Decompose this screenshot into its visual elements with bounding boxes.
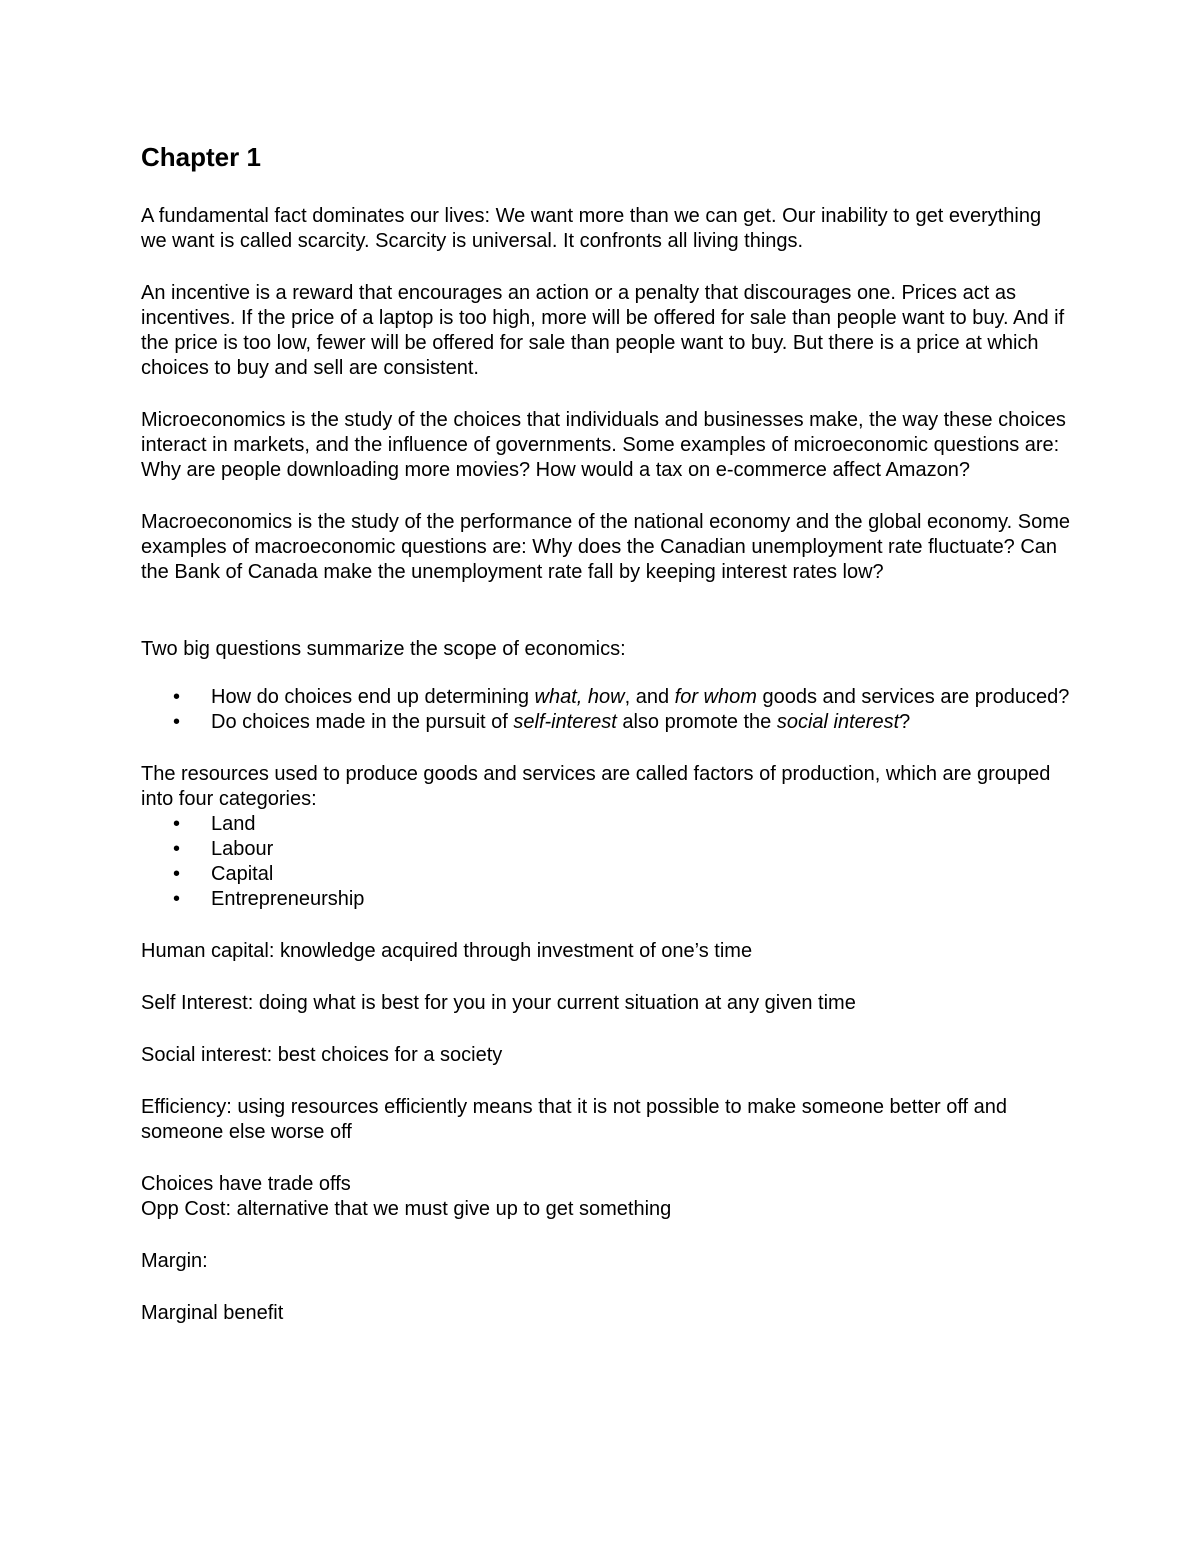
efficiency-definition: Efficiency: using resources efficiently means that it is not possible to make someone better off and someone else worse off bbox=[141, 1096, 1008, 1143]
list-item bbox=[141, 862, 1071, 887]
chapter-title: Chapter 1 bbox=[141, 142, 261, 172]
scarcity-paragraph: A fundamental fact dominates our lives: We want more than we can get. Our inability to get everything we want is called scarcity. Scarcity is universal. It confronts all living things. bbox=[141, 205, 1042, 252]
question-emphasis: social interest bbox=[776, 711, 900, 733]
bullet-icon: • bbox=[173, 813, 181, 835]
factors-list bbox=[141, 812, 1071, 912]
bullet-icon: • bbox=[173, 888, 181, 910]
question-emphasis: what, how bbox=[534, 686, 625, 708]
question-emphasis: self-interest bbox=[513, 711, 617, 733]
opportunity-cost-definition: Opp Cost: alternative that we must give up to get something bbox=[141, 1198, 672, 1220]
microeconomics-paragraph: Microeconomics is the study of the choices that individuals and businesses make, the way these choices interact in markets, and the influence of governments. Some examples of microeconomic questions are: Why are people downloading more movies? How would a tax on e-commerce affect Amazon? bbox=[141, 409, 1066, 481]
bullet-icon: • bbox=[173, 863, 181, 885]
factors-intro: The resources used to produce goods and services are called factors of production, which are grouped into four categories: bbox=[141, 763, 1051, 810]
factor-label: Capital bbox=[211, 863, 274, 885]
bullet-icon: • bbox=[173, 686, 181, 708]
human-capital-definition: Human capital: knowledge acquired through investment of one’s time bbox=[141, 940, 753, 962]
self-interest-definition: Self Interest: doing what is best for you in your current situation at any given time bbox=[141, 992, 856, 1014]
document-page bbox=[141, 140, 1071, 1353]
factor-label: Land bbox=[211, 813, 256, 835]
bullet-icon: • bbox=[173, 838, 181, 860]
question-emphasis: for whom bbox=[674, 686, 757, 708]
trade-offs-note: Choices have trade offs bbox=[141, 1173, 351, 1195]
list-item bbox=[141, 685, 1071, 710]
list-item bbox=[141, 812, 1071, 837]
big-questions-list bbox=[141, 685, 1071, 735]
question-text: ? bbox=[899, 711, 911, 733]
question-text: , and bbox=[624, 686, 675, 708]
list-item bbox=[141, 887, 1071, 912]
question-text: How do choices end up determining bbox=[211, 686, 535, 708]
question-text: also promote the bbox=[616, 711, 777, 733]
incentive-paragraph: An incentive is a reward that encourages an action or a penalty that discourages one. Prices act as incentives. If the price of a laptop is too high, more will be offered for sale than people want to buy. And if the price is too low, fewer will be offered for sale than people want to buy. But there is a price at which choices to buy and sell are consistent. bbox=[141, 282, 1065, 379]
social-interest-definition: Social interest: best choices for a society bbox=[141, 1044, 503, 1066]
bullet-icon: • bbox=[173, 711, 181, 733]
list-item bbox=[141, 837, 1071, 862]
factor-label: Entrepreneurship bbox=[211, 888, 365, 910]
list-item bbox=[141, 710, 1071, 735]
question-text: Do choices made in the pursuit of bbox=[211, 711, 514, 733]
marginal-benefit-heading: Marginal benefit bbox=[141, 1302, 284, 1324]
two-questions-intro: Two big questions summarize the scope of economics: bbox=[141, 638, 626, 660]
factor-label: Labour bbox=[211, 838, 274, 860]
macroeconomics-paragraph: Macroeconomics is the study of the performance of the national economy and the global economy. Some examples of macroeconomic questions are: Why does the Canadian unemployment rate fluctuate? Can the Bank of Canada make the unemployment rate fall by keeping interest rates low? bbox=[141, 511, 1071, 583]
question-text: goods and services are produced? bbox=[756, 686, 1070, 708]
margin-heading: Margin: bbox=[141, 1250, 208, 1272]
